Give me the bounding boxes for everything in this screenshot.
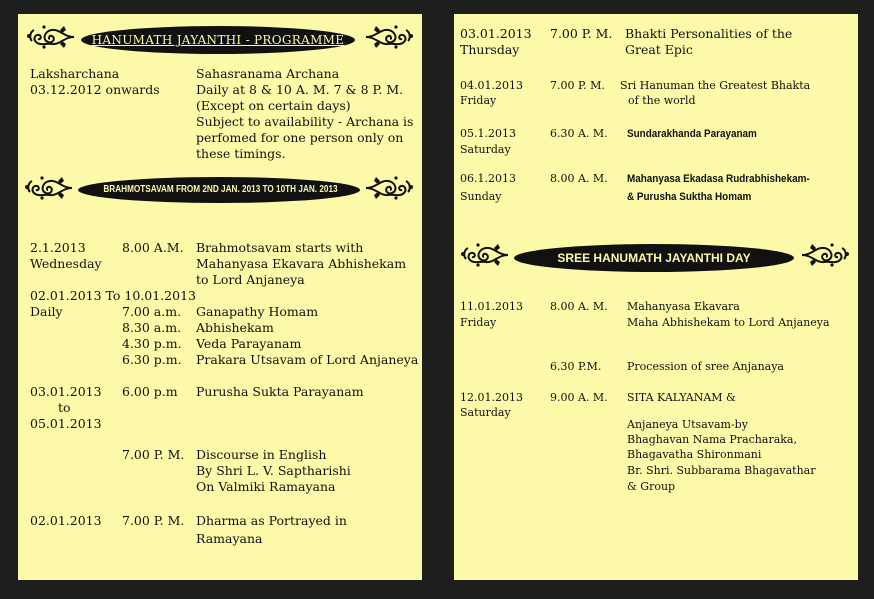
laksharchana-line: Sahasranama Archana [196,66,340,81]
entry-day: Saturday [460,143,511,156]
entry-date: 02.01.2013 [30,513,102,528]
entry-date: 11.01.2013 [460,300,523,313]
entry-date: 05.01.2013 [30,416,102,431]
range-day: Daily [30,304,63,319]
entry-date: 12.01.2013 [460,391,523,404]
programme-banner [81,26,355,54]
laksharchana-line: these timings. [196,146,286,161]
entry-event: Br. Shri. Subbarama Bhagavathar [627,464,816,477]
daily-event: Abhishekam [196,320,274,335]
entry-day: Saturday [460,406,511,419]
daily-event: Veda Parayanam [196,336,302,351]
entry-event: Sri Hanuman the Greatest Bhakta [620,79,811,92]
entry-event: to Lord Anjaneya [196,272,305,287]
entry-event: Ramayana [196,531,263,546]
entry-date: 05.1.2013 [460,127,516,140]
flourish-left-icon [460,242,510,268]
entry-time: 6.30 P.M. [550,360,602,373]
entry-time: 9.00 A. M. [550,391,608,404]
entry-date: 04.01.2013 [460,79,523,92]
entry-event: Bhakti Personalities of the [625,26,793,41]
entry-event: Procession of sree Anjanaya [627,360,784,373]
flourish-left-icon [24,175,74,201]
daily-event: Ganapathy Homam [196,304,319,319]
entry-event: Discourse in English [196,447,327,462]
entry-event: Anjaneya Utsavam-by [627,418,748,431]
entry-event: Sundarakhanda Parayanam [627,128,757,140]
laksharchana-line: Daily at 8 & 10 A. M. 7 & 8 P. M. [196,82,404,97]
entry-day: Friday [460,94,497,107]
entry-event: On Valmiki Ramayana [196,479,336,494]
entry-time: 7.00 P. M. [550,26,613,41]
jayanthi-title: SREE HANUMATH JAYANTHI DAY [557,251,751,265]
entry-event: Mahanyasa Ekadasa Rudrabhishekam- [627,173,810,185]
entry-time: 7.00 P. M. [550,79,605,92]
programme-title: HANUMATH JAYANTHI - PROGRAMME [91,33,345,47]
entry-date: 2.1.2013 [30,240,86,255]
brahmotsavam-title: BRAHMOTSAVAM FROM 2ND JAN. 2013 TO 10TH JAN. 2013 [103,184,338,195]
entry-event: Bhagavatha Shironmani [627,448,762,461]
entry-day: Sunday [460,190,502,203]
entry-date: 03.01.2013 [30,384,102,399]
entry-event: of the world [628,94,696,107]
entry-time: 7.00 P. M. [122,447,185,462]
laksharchana-date: 03.12.2012 onwards [30,82,160,97]
entry-event: & Purusha Suktha Homam [627,191,752,203]
entry-time: 8.00 A. M. [550,172,608,185]
entry-date: 03.01.2013 [460,26,532,41]
entry-time: 7.00 P. M. [122,513,185,528]
entry-event: Great Epic [625,42,693,57]
laksharchana-label: Laksharchana [30,66,120,81]
entry-title: SITA KALYANAM & [627,391,736,404]
entry-day: Friday [460,316,497,329]
entry-time: 6.00 p.m [122,384,178,399]
entry-event: & Group [627,480,676,493]
right-panel [454,14,858,580]
jayanthi-banner [514,244,794,272]
daily-time: 7.00 a.m. [122,304,182,319]
daily-time: 4.30 p.m. [122,336,182,351]
entry-event: By Shri L. V. Saptharishi [196,463,351,478]
entry-event: Mahanyasa Ekavara Abhishekam [196,256,407,271]
daily-event: Prakara Utsavam of Lord Anjaneya [196,352,419,367]
entry-time: 8.00 A. M. [550,300,608,313]
flourish-right-icon [364,24,414,50]
flourish-left-icon [26,24,76,50]
laksharchana-line: Subject to availability - Archana is [196,114,414,129]
entry-day: Wednesday [30,256,102,271]
entry-time: 6.30 A. M. [550,127,608,140]
entry-event: Purusha Sukta Parayanam [196,384,364,399]
entry-event: Maha Abhishekam to Lord Anjaneya [627,316,830,329]
flourish-right-icon [800,242,850,268]
left-panel [18,14,422,580]
daily-time: 6.30 p.m. [122,352,182,367]
flourish-right-icon [364,175,414,201]
entry-event: Brahmotsavam starts with [196,240,364,255]
entry-event: Bhaghavan Nama Pracharaka, [627,433,797,446]
entry-date: 06.1.2013 [460,172,516,185]
brahmotsavam-banner [78,177,360,203]
entry-event: Mahanyasa Ekavara [627,300,740,313]
laksharchana-line: (Except on certain days) [196,98,351,113]
daily-time: 8.30 a.m. [122,320,182,335]
laksharchana-line: perfomed for one person only on [196,130,404,145]
entry-event: Dharma as Portrayed in [196,513,347,528]
entry-day: Thursday [460,42,520,57]
range-label: 02.01.2013 To 10.01.2013 [30,288,196,303]
entry-to: to [58,400,71,415]
entry-time: 8.00 A.M. [122,240,184,255]
